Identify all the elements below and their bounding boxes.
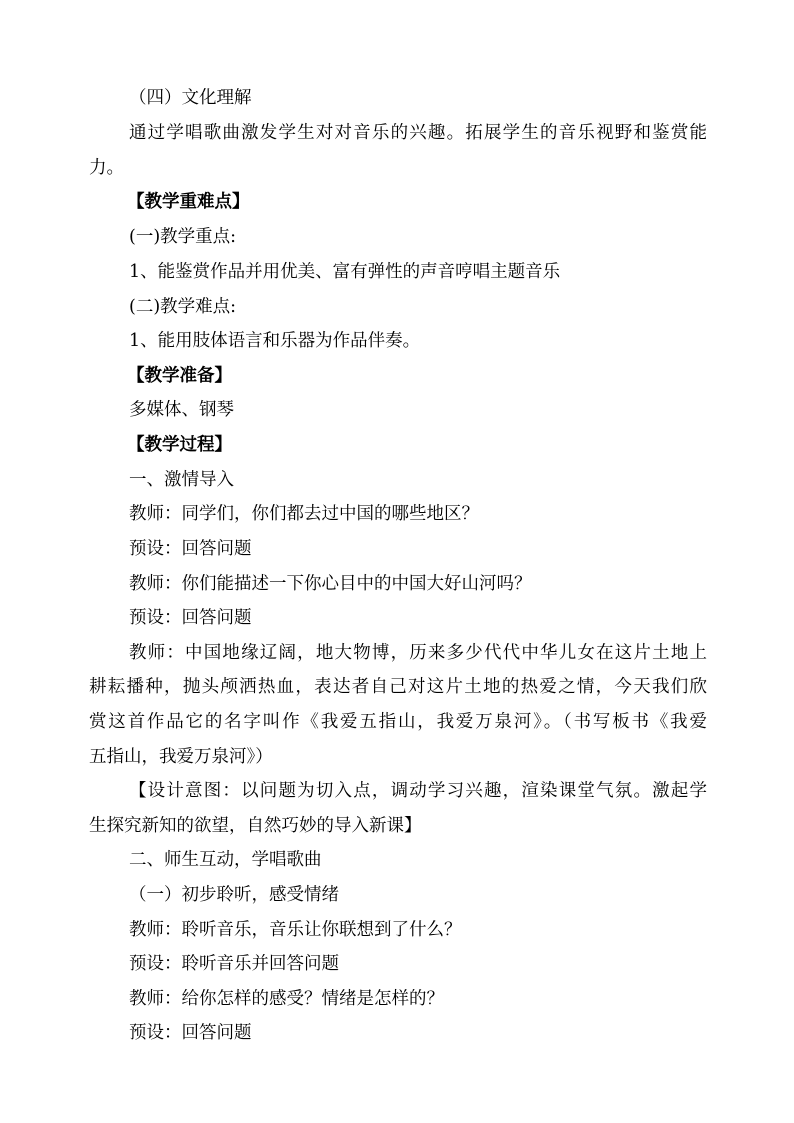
paragraph-line: 教师：中国地缘辽阔，地大物博，历来多少代代中华儿女在这片土地上 [129, 643, 707, 663]
dialogue-line: 教师：同学们，你们都去过中国的哪些地区？ [129, 504, 479, 524]
subheading-first-listening: （一）初步聆听，感受情绪 [129, 885, 339, 905]
paragraph-line: 五指山，我爱万泉河》） [89, 747, 273, 767]
dialogue-line: 预设：回答问题 [129, 539, 252, 559]
paragraph-line: 多媒体、钢琴 [129, 400, 234, 420]
paragraph-line: 赏这首作品它的名字叫作《我爱五指山，我爱万泉河》。（书写板书《我爱 [89, 712, 707, 732]
section-heading-culture: （四）文化理解 [129, 88, 252, 108]
dialogue-line: 教师：你们能描述一下你心目中的中国大好山河吗？ [129, 574, 532, 594]
subheading-key-points: (一)教学重点: [129, 227, 237, 247]
heading-teaching-preparation: 【教学准备】 [127, 366, 232, 386]
design-intent-line: 生探究新知的欲望，自然巧妙的导入新课】 [89, 816, 422, 836]
heading-key-difficult-points: 【教学重难点】 [127, 192, 250, 212]
dialogue-line: 教师：给你怎样的感受？情绪是怎样的？ [129, 989, 444, 1009]
dialogue-line: 教师：聆听音乐，音乐让你联想到了什么？ [129, 920, 462, 940]
paragraph-line: 通过学唱歌曲激发学生对对音乐的兴趣。拓展学生的音乐视野和鉴赏能 [129, 123, 707, 143]
paragraph-line: 耕耘播种，抛头颅洒热血，表达者自己对这片土地的热爱之情，今天我们欣 [89, 677, 707, 697]
subheading-difficult-points: (二)教学难点: [129, 297, 237, 317]
dialogue-line: 预设：回答问题 [129, 1023, 252, 1043]
subheading-introduction: 一、激情导入 [129, 470, 234, 490]
dialogue-line: 预设：回答问题 [129, 608, 252, 628]
list-item: 1、能用肢体语言和乐器为作品伴奏。 [129, 331, 421, 351]
subheading-interaction: 二、师生互动，学唱歌曲 [129, 850, 322, 870]
heading-teaching-process: 【教学过程】 [127, 435, 232, 455]
list-item: 1、能鉴赏作品并用优美、富有弹性的声音哼唱主题音乐 [129, 262, 561, 282]
design-intent-line: 【设计意图：以问题为切入点，调动学习兴趣，渲染课堂气氛。激起学 [129, 781, 707, 801]
dialogue-line: 预设：聆听音乐并回答问题 [129, 954, 339, 974]
paragraph-line: 力。 [89, 158, 124, 178]
